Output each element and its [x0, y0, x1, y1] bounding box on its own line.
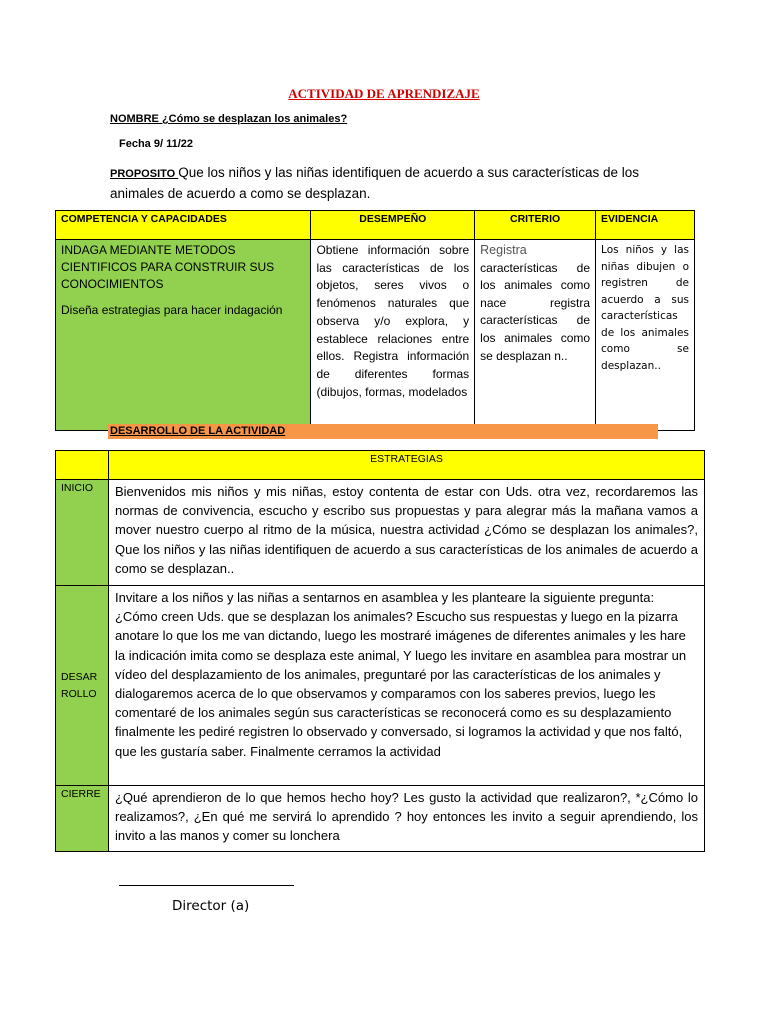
strategy-label-cierre: CIERRE [56, 786, 109, 852]
header-evidencia: EVIDENCIA [596, 211, 695, 240]
strategy-label-desarrollo [56, 586, 109, 786]
criterio-text: características de los animales como nace registra características de los animales como se desplazan n.. [480, 260, 591, 363]
competencies-table [55, 210, 695, 431]
activity-name: NOMBRE ¿Cómo se desplazan los animales? [110, 113, 348, 125]
strategy-row-inicio [56, 480, 705, 586]
criterio-first-word: Registra [480, 243, 527, 257]
signature-line [119, 885, 294, 886]
strategy-row-cierre [56, 786, 705, 852]
strategy-text-inicio: Bienvenidos mis niños y mis niñas, estoy contenta de estar con Uds. otra vez, recordaremos las normas de convivencia, escucho y escribo sus propuestas y para alegrar más la mañana vamos a mover nuestro cuerpo al ritmo de la música, nuestra actividad ¿Cómo se desplazan los animales?, Que los niños y las niñas identifiquen de acuerdo a sus características de los animales de acuerdo a como se desplazan.. [108, 480, 704, 586]
document-title: ACTIVIDAD DE APRENDIZAJE [288, 86, 480, 101]
criterio-cell [475, 240, 596, 431]
strategy-label-desarrollo-text: DESAR ROLLO [61, 670, 98, 700]
purpose-label: PROPOSITO [110, 168, 179, 180]
header-criterio: CRITERIO [475, 211, 596, 240]
desempeno-cell: Obtiene información sobre las características de los objetos, seres vivos o fenómenos naturales que observa y/o explora, y establece relaciones entre ellos. Registra información de diferentes formas (dibujos, formas, modelados [311, 240, 475, 431]
strategy-label-inicio: INICIO [56, 480, 109, 586]
strategy-row-desarrollo [56, 586, 705, 786]
purpose-paragraph [110, 163, 670, 203]
activity-date: Fecha 9/ 11/22 [119, 138, 193, 150]
strategy-text-cierre: ¿Qué aprendieron de lo que hemos hecho hoy? Les gusto la actividad que realizaron?, *¿Cómo lo realizamos?, ¿En qué me servirá lo aprendido ? hoy entonces les invito a seguir aprendiendo, los invito a las manos y comer su lonchera [108, 786, 704, 852]
competencies-header-row [56, 211, 695, 240]
purpose-text: Que los niños y las niñas identifiquen de acuerdo a sus características de los animales de acuerdo a como se desplazan. [110, 165, 640, 201]
strategy-text-desarrollo: Invitare a los niños y las niñas a sentarnos en asamblea y les planteare la siguiente pregunta: ¿Cómo creen Uds. que se desplazan los animales? Escucho sus respuestas y luego en la pizarra anotare lo que los me van dictando, luego les mostraré imágenes de diferentes animales y les hare la indicación imita como se desplaza este animal, Y luego les invitare en asamblea para mostrar un vídeo del desplazamiento de los animales, preguntaré por las características de los animales y dialogaremos acerca de lo que observamos y comparamos con los saberes previos, luego les comentaré de los animales según sus características se reconocerá como es su desplazamiento finalmente les pediré registren lo observado y conversado, si logramos la actividad y que nos faltó, que les gustaría saber. Finalmente cerramos la actividad [108, 586, 704, 786]
strategies-header-row [56, 451, 705, 480]
desarrollo-label: DESARROLLO DE LA ACTIVIDAD [108, 424, 658, 439]
competencia-text: INDAGA MEDIANTE METODOS CIENTIFICOS PARA CONSTRUIR SUS CONOCIMIENTOS [61, 243, 275, 291]
competencia-cell [56, 240, 311, 431]
capacidad-text: Diseña estrategias para hacer indagación [61, 303, 283, 317]
strategies-header-blank [56, 451, 109, 480]
competencies-body-row [56, 240, 695, 431]
strategies-header: ESTRATEGIAS [108, 451, 704, 480]
strategies-table [55, 450, 705, 852]
signature-label: Director (a) [172, 898, 250, 914]
header-competencia: COMPETENCIA Y CAPACIDADES [56, 211, 311, 240]
header-desempeno: DESEMPEÑO [311, 211, 475, 240]
evidencia-cell: Los niños y las niñas dibujen o registren de acuerdo a sus características de los animales como se desplazan.. [596, 240, 695, 431]
